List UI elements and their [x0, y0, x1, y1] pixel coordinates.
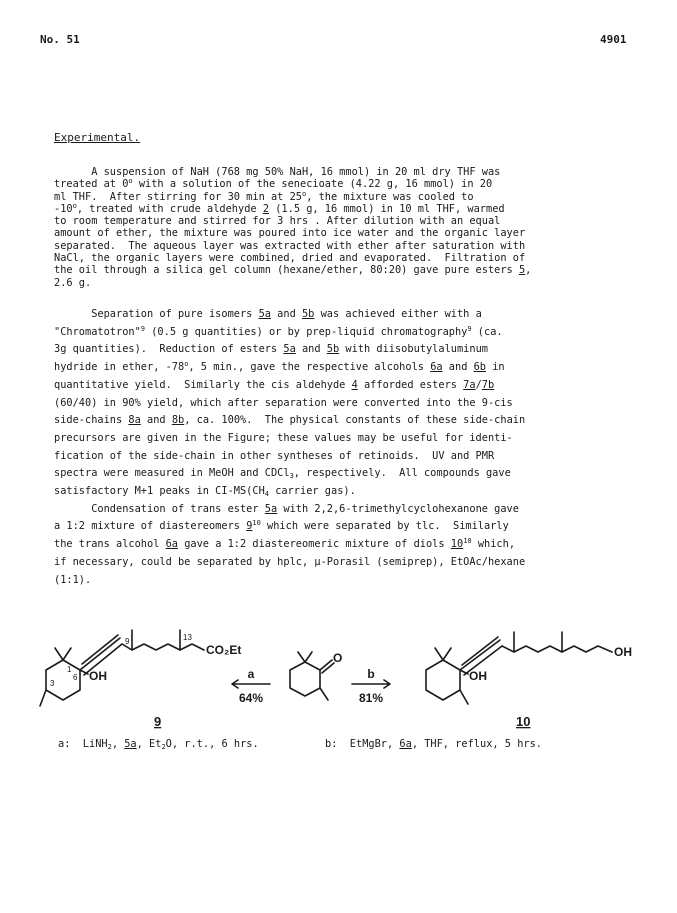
oh-label-right-ring: OH	[469, 669, 487, 683]
paragraph-2: Separation of pure isomers 5a and 5b was achieved either with a "Chromatotron"$^9$ (0.5 g quantities) or by prep-liquid chromatography$^9$ (ca. 3g quantities). Reduction of esters 5a and 5b with diisobutylaluminum hydride in ether, -78$^o$, 5 min., gave the respective alcohols 6a and 6b in quantitative yield. Similarly the cis aldehyde 4 afforded esters 7a/7b (60/40) in 90% yield, which after separation were converted into the 9-cis side-chains 8a and 8b, ca. 100%. The physical constants of these side-chain precursors are given in the Figure; these values may be useful for identi- fication of the side-chain in other syntheses of retinoids. UV and PMR spectra were measured in MeOH and CDCl$_3$, respectively. All compounds gave satisfactory M+1 peaks in $CI-MS(CH_4$ carrier gas). Condensation of trans ester 5a with 2,2,6-trimethylcyclohexanone gave a 1:2 mixture of diastereomers $9^{10}$ which were separated by tlc. Similarly the trans alcohol 6a gave a 1:2 diastereomeric mixture of diols $10^{10}$ which, if necessary, could be separated by hplc, µ-Porasil (semiprep), EtOAc/hexane (1:1).	[54, 308, 526, 586]
atom-label-9: 9	[125, 637, 130, 646]
compound-9-methyl	[40, 690, 46, 706]
compound-10-gem-dimethyl	[435, 648, 451, 660]
ketone-methyl	[320, 688, 328, 700]
atom-label-6: 6	[73, 673, 78, 682]
arrow-a	[232, 680, 270, 688]
compound-10-polyene-chain	[502, 646, 612, 652]
compound-10-methyl	[460, 690, 468, 704]
compound-9-polyene-chain	[122, 644, 204, 650]
compound-10-ring	[426, 660, 460, 700]
journal-number: No. 51	[40, 33, 80, 46]
arrow-a-label: a	[247, 667, 255, 681]
paragraph-1: A suspension of NaH (768 mg 50% NaH, 16 mmol) in 20 ml dry THF was treated at 0$^o$ with a solution of the senecioate (4.22 g, 16 mmol) in 20 ml THF. After stirring for 30 min at 25$^o$, the mixture was cooled to -10$^o$, treated with crude aldehyde 2 (1.5 g, 16 mmol) in 10 ml THF, warmed to room temperature and stirred for 3 hrs . After dilution with an equal amount of ether, the mixture was poured into ice water and the organic layer separated. The aqueous layer was extracted with ether after saturation with NaCl, the organic layers were combined, dried and evaporated. Filtration of the oil through a silica gel column (hexane/ether, 80:20) gave pure esters 5, 2.6 g.	[54, 166, 532, 289]
atom-label-3: 3	[50, 679, 55, 688]
atom-label-13: 13	[183, 633, 192, 642]
ester-group-label: CO₂Et	[206, 643, 242, 657]
arrow-b-yield: 81%	[358, 691, 384, 705]
caption-condition-a: a: LiNH$_2$, 5a, $Et_2O$, r.t., 6 hrs.	[58, 738, 259, 751]
compound-number-9: 9	[154, 714, 162, 729]
oh-label-left: OH	[89, 669, 107, 683]
ketone-gem-dimethyl	[298, 652, 312, 662]
ketone-carbonyl	[320, 660, 334, 673]
oh-label-right-chain: OH	[614, 645, 632, 659]
arrow-b	[352, 680, 390, 688]
arrow-a-yield: 64%	[238, 691, 264, 705]
caption-condition-b: b: EtMgBr, 6a, THF, reflux, 5 hrs.	[325, 738, 542, 750]
section-heading: Experimental.	[54, 131, 141, 144]
ketone-oxygen: O	[333, 651, 343, 665]
compound-9-gem-dimethyl	[55, 648, 71, 660]
ketone-ring	[290, 662, 320, 696]
arrow-b-label: b	[367, 667, 375, 681]
atom-label-1: 1	[67, 665, 72, 674]
reaction-scheme	[0, 610, 677, 730]
compound-number-10: 10	[516, 714, 531, 729]
page-number: 4901	[600, 33, 627, 46]
